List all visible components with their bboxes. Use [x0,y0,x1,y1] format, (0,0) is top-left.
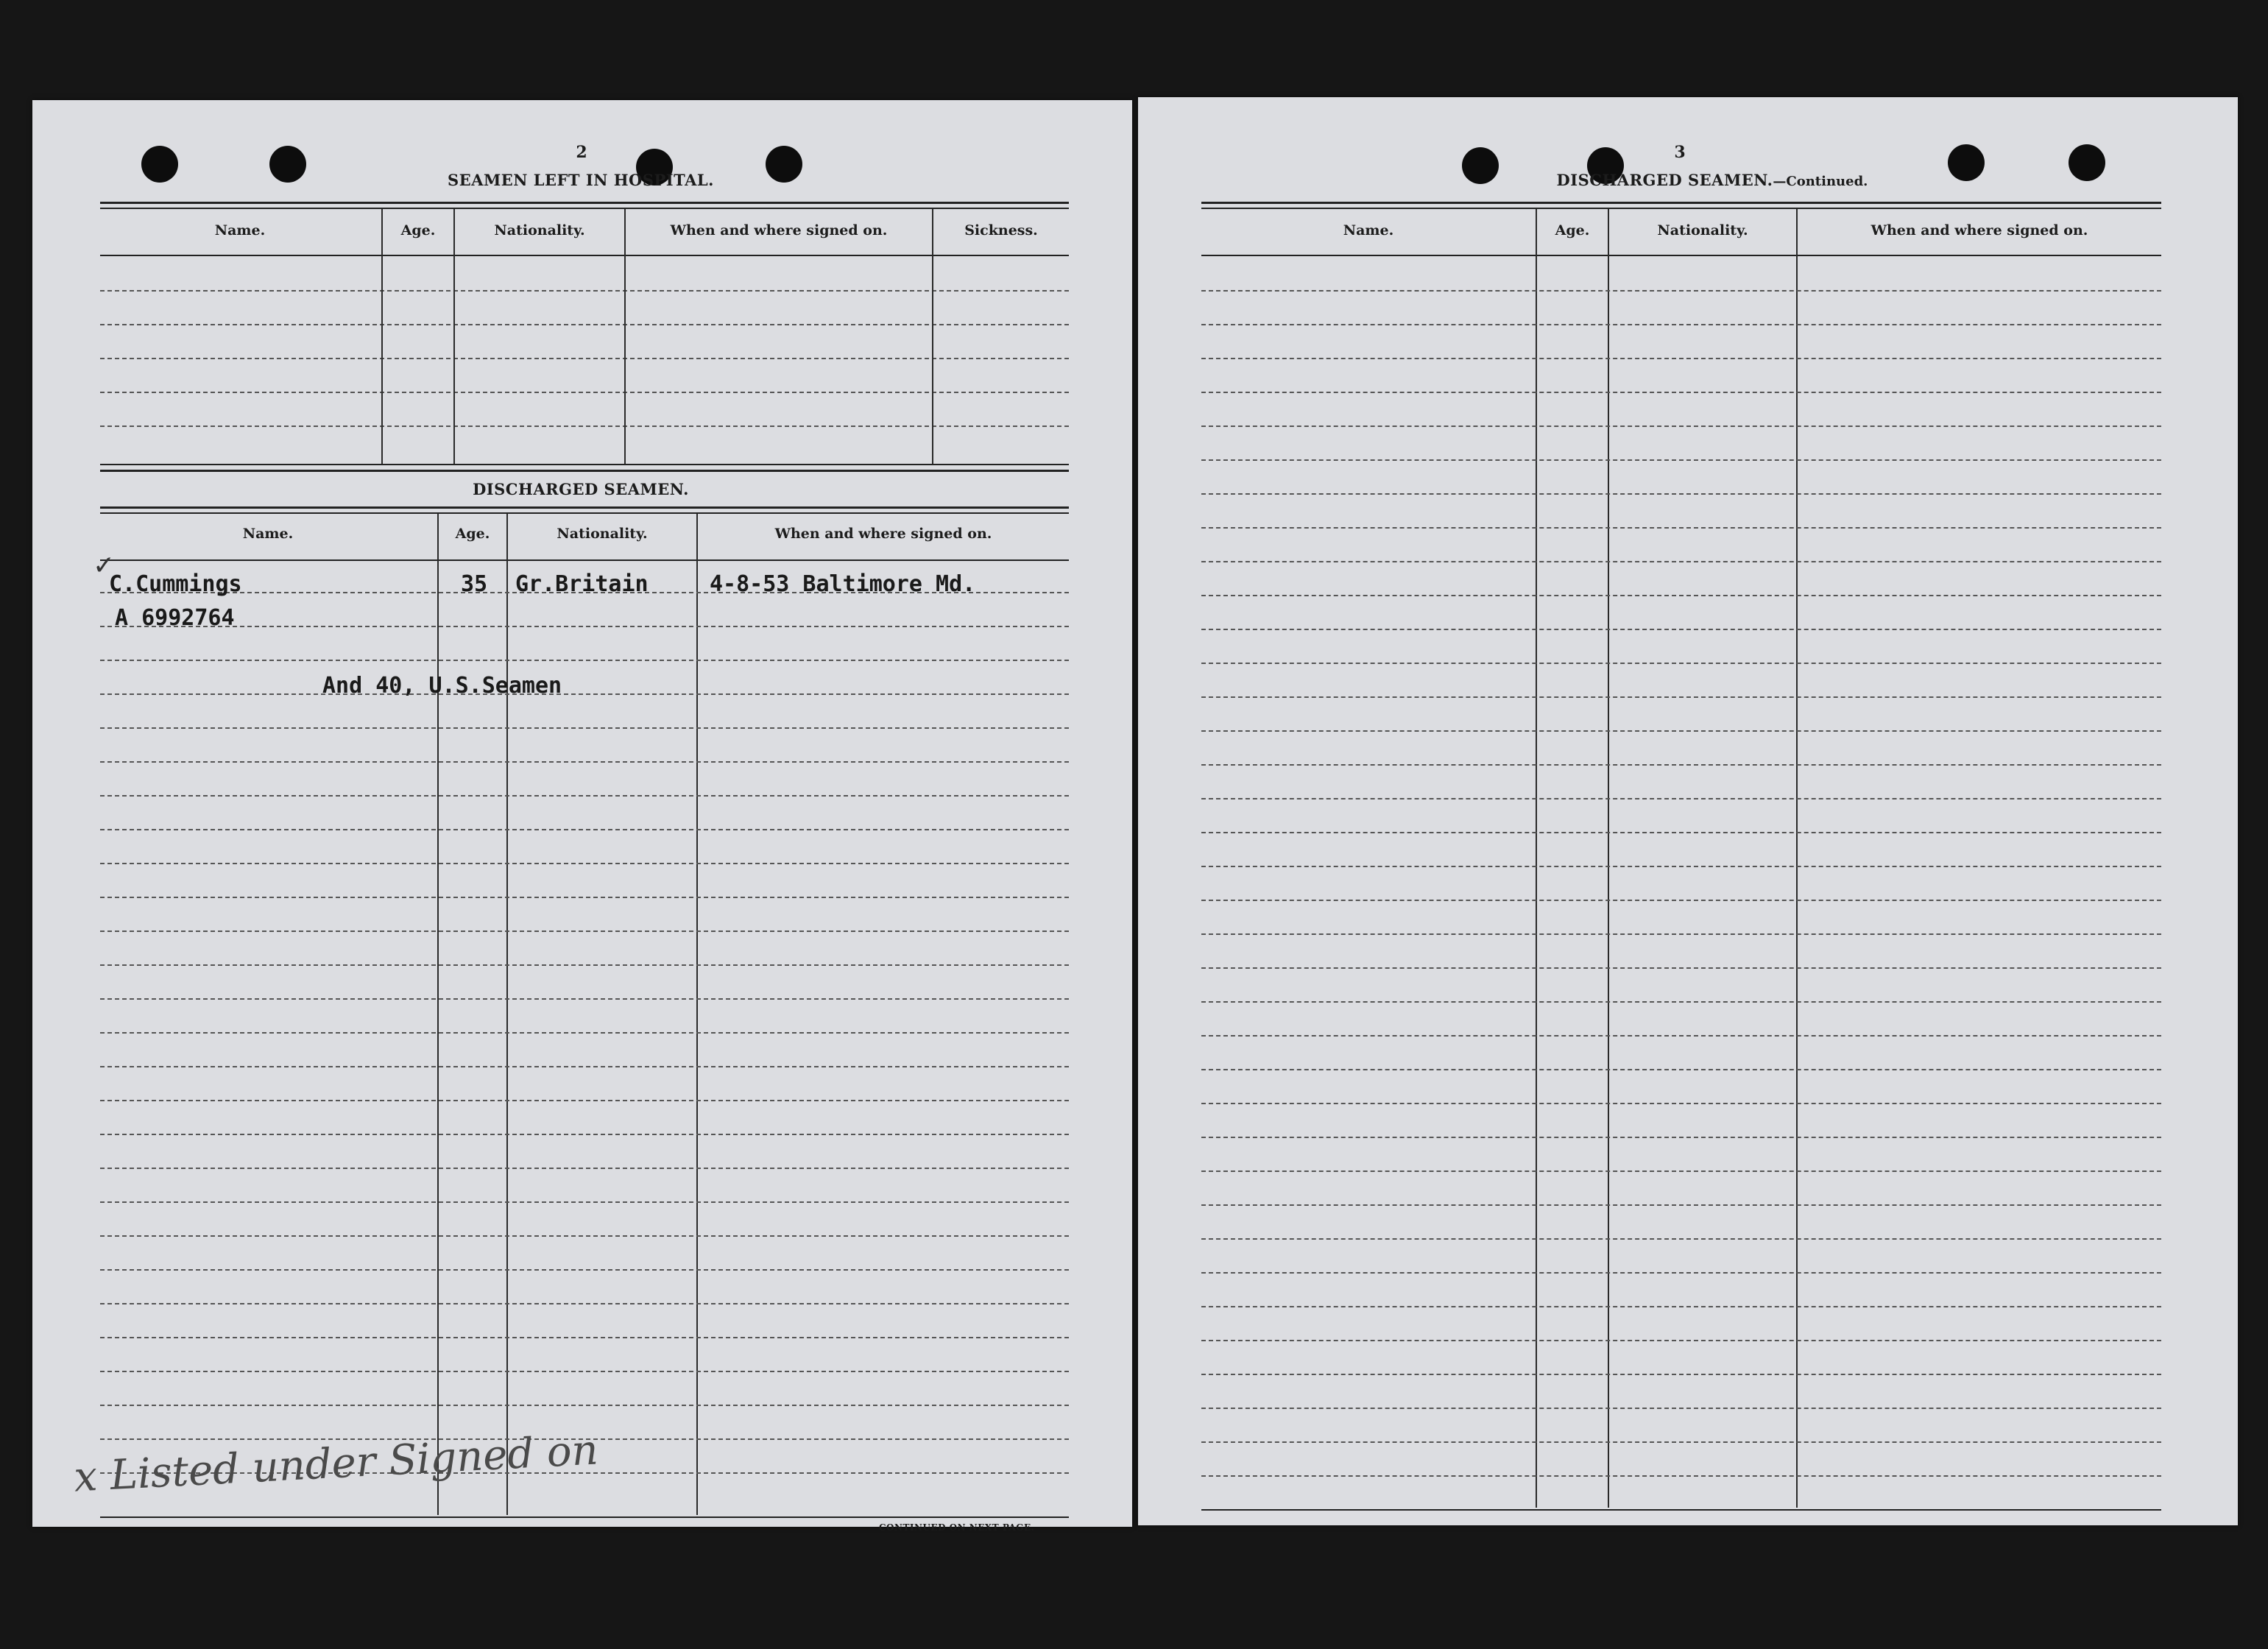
handwritten-note: x Listed under Signed on [72,1426,600,1502]
row-rule [1201,561,2161,562]
row-rule [1201,663,2161,664]
table-rule [100,470,1069,472]
column-header-nationality: Nationality. [557,526,648,542]
table-rule [100,559,1069,561]
column-rule [437,514,439,1515]
column-rule [453,209,455,464]
column-header-age: Age. [1555,222,1590,239]
table-rule [100,255,1069,256]
row-rule [1201,1475,2161,1477]
table-rule [100,464,1069,465]
table-rule [1201,255,2161,256]
row-rule [1201,696,2161,698]
column-rule [696,514,698,1515]
row-rule [1201,1408,2161,1409]
column-rule [1608,209,1609,1508]
punch-hole [1948,144,1985,181]
row-rule [100,626,1069,627]
left-page [32,100,1132,1533]
row-rule [100,897,1069,898]
punch-hole [141,146,178,183]
additional-seamen-note: And 40, U.S.Seamen [322,673,562,699]
row-rule [1201,1170,2161,1172]
row-rule [1201,832,2161,833]
punch-hole [1462,147,1499,184]
check-mark-icon: ✓ [93,551,116,581]
row-rule [100,290,1069,292]
row-rule [1201,933,2161,935]
row-rule [1201,493,2161,495]
punch-hole [2069,144,2105,181]
row-rule [1201,967,2161,969]
row-rule [1201,426,2161,427]
row-rule [1201,324,2161,325]
row-rule [100,1337,1069,1338]
discharged-section-title: DISCHARGED SEAMEN. [473,480,689,498]
row-rule [1201,527,2161,529]
section-title-text: DISCHARGED SEAMEN. [1556,171,1773,189]
row-rule [1201,1272,2161,1274]
table-rule [100,208,1069,209]
row-rule [100,358,1069,359]
discharged-continued-title [1521,171,1904,189]
row-rule [1201,1137,2161,1138]
row-rule [1201,764,2161,766]
row-rule [100,727,1069,729]
column-rule [932,209,933,464]
row-rule [1201,1103,2161,1104]
row-rule [1201,1001,2161,1003]
row-rule [100,392,1069,393]
row-rule [1201,290,2161,292]
punch-hole [269,146,306,183]
row-rule [100,1032,1069,1034]
column-rule [1536,209,1537,1508]
column-header-signed-on: When and where signed on. [1870,222,2088,239]
table-rule [1201,202,2161,204]
row-rule [100,761,1069,763]
row-rule [1201,595,2161,596]
column-header-signed-on: When and where signed on. [670,222,888,239]
row-rule [100,1134,1069,1135]
row-rule [1201,1204,2161,1206]
page-number: 2 [576,143,587,162]
row-rule [100,1066,1069,1067]
row-rule [1201,866,2161,867]
row-rule [1201,459,2161,461]
row-rule [1201,1069,2161,1070]
column-header-sickness: Sickness. [964,222,1038,239]
row-rule [100,1405,1069,1406]
row-rule [1201,358,2161,359]
row-rule [100,1269,1069,1271]
seaman-age: 35 [461,571,488,597]
column-header-nationality: Nationality. [494,222,585,239]
right-page [1138,97,2238,1525]
row-rule [100,863,1069,864]
row-rule [1201,1306,2161,1307]
row-rule [100,931,1069,932]
row-rule [100,1303,1069,1304]
section-title-suffix: —Continued. [1773,174,1868,189]
seaman-nationality: Gr.Britain [515,571,649,597]
column-header-name: Name. [242,526,294,542]
table-rule [1201,208,2161,209]
row-rule [1201,798,2161,799]
column-header-age: Age. [400,222,436,239]
row-rule [100,1235,1069,1237]
row-rule [1201,900,2161,901]
row-rule [100,964,1069,966]
row-rule [1201,1340,2161,1341]
page-number: 3 [1674,143,1686,162]
row-rule [1201,1441,2161,1443]
seaman-name: C.Cummings [109,571,242,597]
row-rule [100,1100,1069,1101]
column-header-signed-on: When and where signed on. [774,526,992,542]
row-rule [100,1371,1069,1372]
row-rule [1201,730,2161,732]
row-rule [100,795,1069,797]
row-rule [1201,392,2161,393]
column-rule [624,209,626,464]
row-rule [100,426,1069,427]
column-header-name: Name. [1343,222,1394,239]
row-rule [100,660,1069,661]
table-rule [100,202,1069,204]
seaman-id-number: A 6992764 [115,605,235,631]
table-rule [100,512,1069,514]
hospital-section-title: SEAMEN LEFT IN HOSPITAL. [448,171,714,189]
punch-hole [766,146,802,183]
table-rule [100,1516,1069,1518]
row-rule [1201,1238,2161,1240]
column-header-nationality: Nationality. [1657,222,1748,239]
row-rule [1201,1035,2161,1037]
row-rule [100,1168,1069,1169]
column-rule [506,514,508,1515]
table-rule [1201,1509,2161,1511]
column-rule [1796,209,1798,1508]
row-rule [1201,1374,2161,1375]
continued-footer: CONTINUED ON NEXT PAGE. [879,1522,1035,1533]
seaman-signed-on: 4-8-53 Baltimore Md. [710,571,976,597]
row-rule [100,324,1069,325]
row-rule [100,1201,1069,1203]
column-header-age: Age. [455,526,490,542]
column-header-name: Name. [214,222,266,239]
column-rule [381,209,383,464]
row-rule [100,693,1069,695]
row-rule [100,998,1069,1000]
row-rule [1201,629,2161,630]
row-rule [100,829,1069,830]
table-rule [100,506,1069,509]
